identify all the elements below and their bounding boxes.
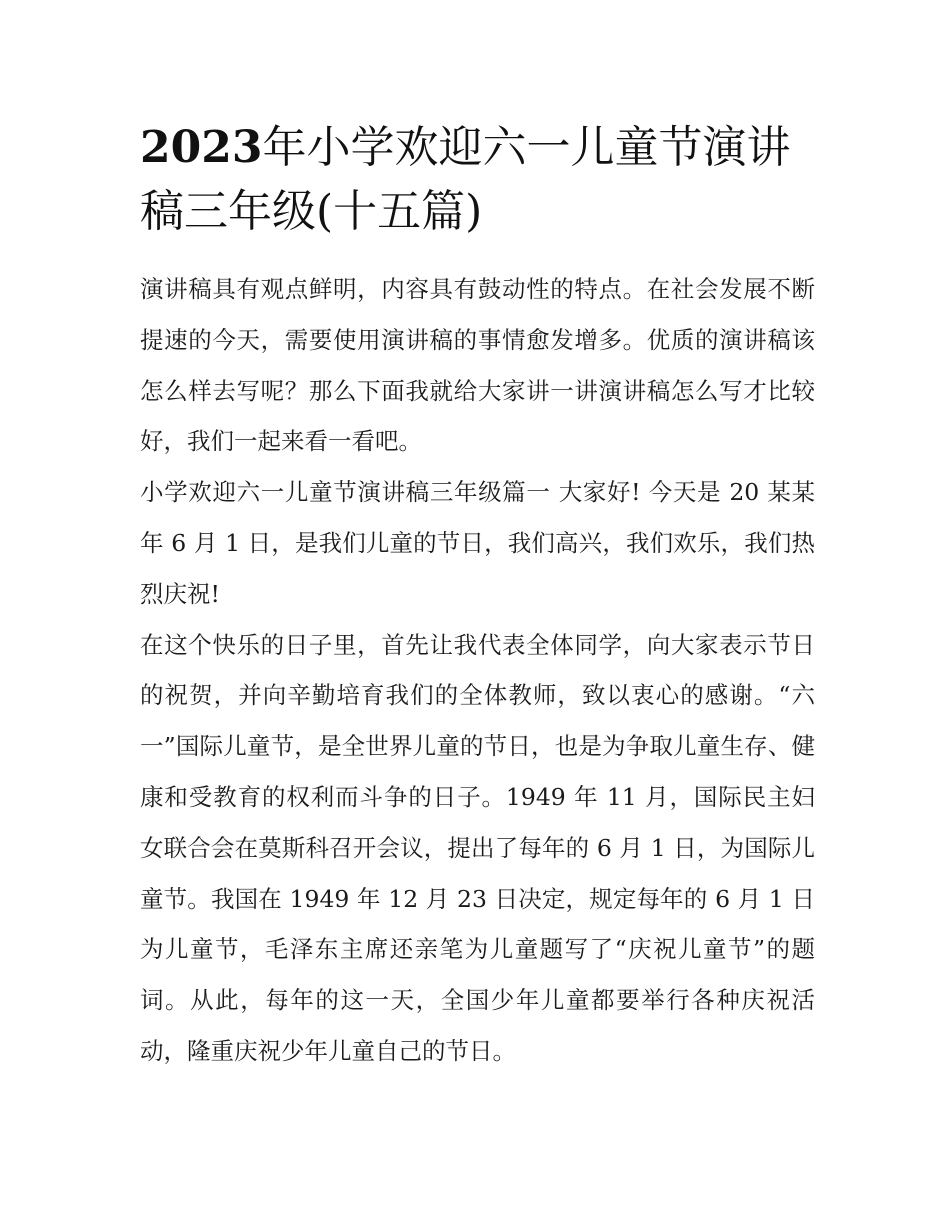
document-body	[140, 264, 815, 1077]
title-year: 2023	[140, 122, 263, 173]
document-title	[140, 116, 815, 244]
paragraph-speech-opening: 小学欢迎六一儿童节演讲稿三年级篇一 大家好! 今天是 20 某某年 6 月 1 日，是我们儿童的节日，我们高兴，我们欢乐，我们热烈庆祝!	[140, 478, 815, 608]
paragraph-intro: 演讲稿具有观点鲜明，内容具有鼓动性的特点。在社会发展不断提速的今天，需要使用演讲稿的事情愈发增多。优质的演讲稿该怎么样去写呢？那么下面我就给大家讲一讲演讲稿怎么写才比较好，我们一起来看一看吧。	[140, 275, 815, 456]
title-text: 年小学欢迎六一儿童节演讲稿三年级(十五篇)	[140, 122, 791, 237]
paragraph-childrens-day-history: 在这个快乐的日子里，首先让我代表全体同学，向大家表示节日的祝贺，并向辛勤培育我们的全体教师，致以衷心的感谢。“六一”国际儿童节，是全世界儿童的节日，也是为争取儿童生存、健康和受教育的权利而斗争的日子。1949 年 11 月，国际民主妇女联合会在莫斯科召开会议，提出了每年的 6 月 1 日，为国际儿童节。我国在 1949 年 12 月 23 日决定，规定每年的 6 月 1 日为儿童节，毛泽东主席还亲笔为儿童题写了“庆祝儿童节”的题词。从此，每年的这一天，全国少年儿童都要举行各种庆祝活动，隆重庆祝少年儿童自己的节日。	[140, 630, 815, 1065]
document-page	[140, 116, 815, 1077]
